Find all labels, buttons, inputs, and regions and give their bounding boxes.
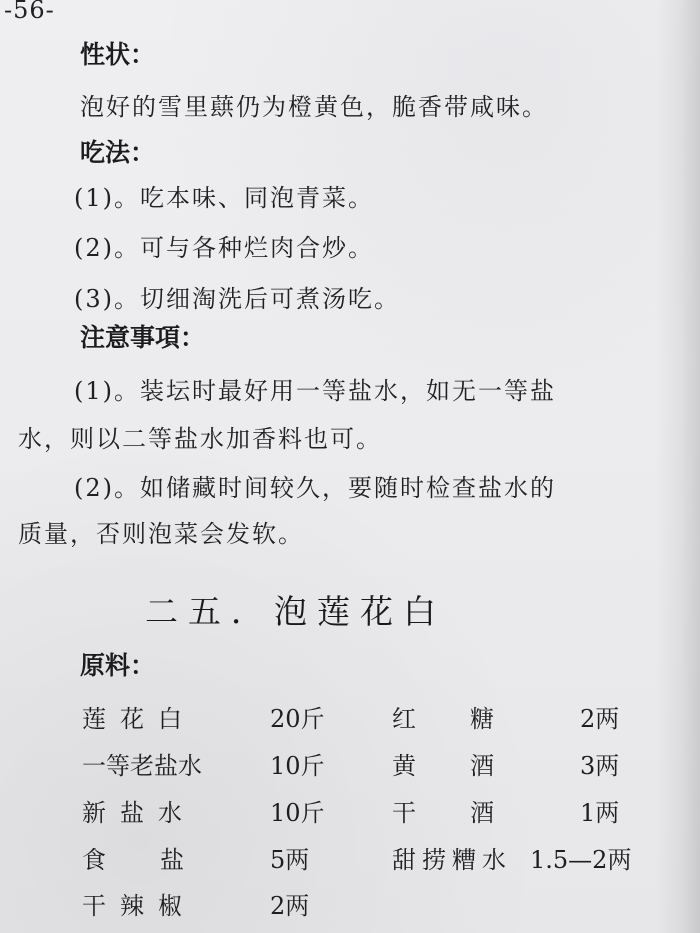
ingredient-amount-dried-chili: 2两 [270,892,310,920]
properties-heading: 性状： [80,40,156,69]
notes-line-3: (2)。如储藏时间较久，要随时检查盐水的 [74,474,556,502]
recipe-title: 二五．泡莲花白 [145,592,446,631]
ingredient-name-salt: 食盐 [82,846,238,874]
ingredient-name-dry-liquor: 干酒 [392,799,548,827]
page-number: -56- [4,0,55,24]
ingredient-amount-brown-sugar: 2两 [580,705,620,733]
ingredient-name-dried-chili: 干辣椒 [82,892,196,920]
ingredient-amount-lotus-cabbage: 20斤 [270,705,325,733]
ingredient-amount-new-brine: 10斤 [270,799,325,827]
notes-line-4: 质量，否则泡菜会发软。 [18,520,304,548]
ingredient-amount-sweet-fermented-rice-water: 1.5—2两 [530,846,632,874]
ingredient-name-new-brine: 新盐水 [82,799,196,827]
ingredient-name-sweet-fermented-rice-water: 甜捞糟水 [392,846,512,874]
properties-text: 泡好的雪里蕻仍为橙黄色，脆香带咸味。 [80,93,548,121]
eating-item-3: (3)。切细淘洗后可煮汤吃。 [74,285,400,313]
notes-heading: 注意事項： [80,323,206,352]
ingredient-amount-dry-liquor: 1两 [580,799,620,827]
eating-item-1: (1)。吃本味、同泡青菜。 [74,184,374,212]
notes-line-1: (1)。装坛时最好用一等盐水，如无一等盐 [74,377,556,405]
ingredient-amount-salt: 5两 [270,846,310,874]
eating-heading: 吃法： [80,138,156,167]
notes-line-2: 水，则以二等盐水加香料也可。 [18,425,382,453]
ingredient-name-yellow-wine: 黄酒 [392,752,548,780]
ingredient-amount-first-grade-old-brine: 10斤 [270,752,325,780]
ingredient-name-brown-sugar: 红糖 [392,705,548,733]
ingredient-amount-yellow-wine: 3两 [580,752,620,780]
ingredient-name-lotus-cabbage: 莲花白 [82,705,196,733]
eating-item-2: (2)。可与各种烂肉合炒。 [74,234,374,262]
ingredients-heading: 原料： [80,651,156,680]
page-edge-shadow [656,0,700,933]
ingredient-name-first-grade-old-brine: 一等老盐水 [82,752,202,780]
